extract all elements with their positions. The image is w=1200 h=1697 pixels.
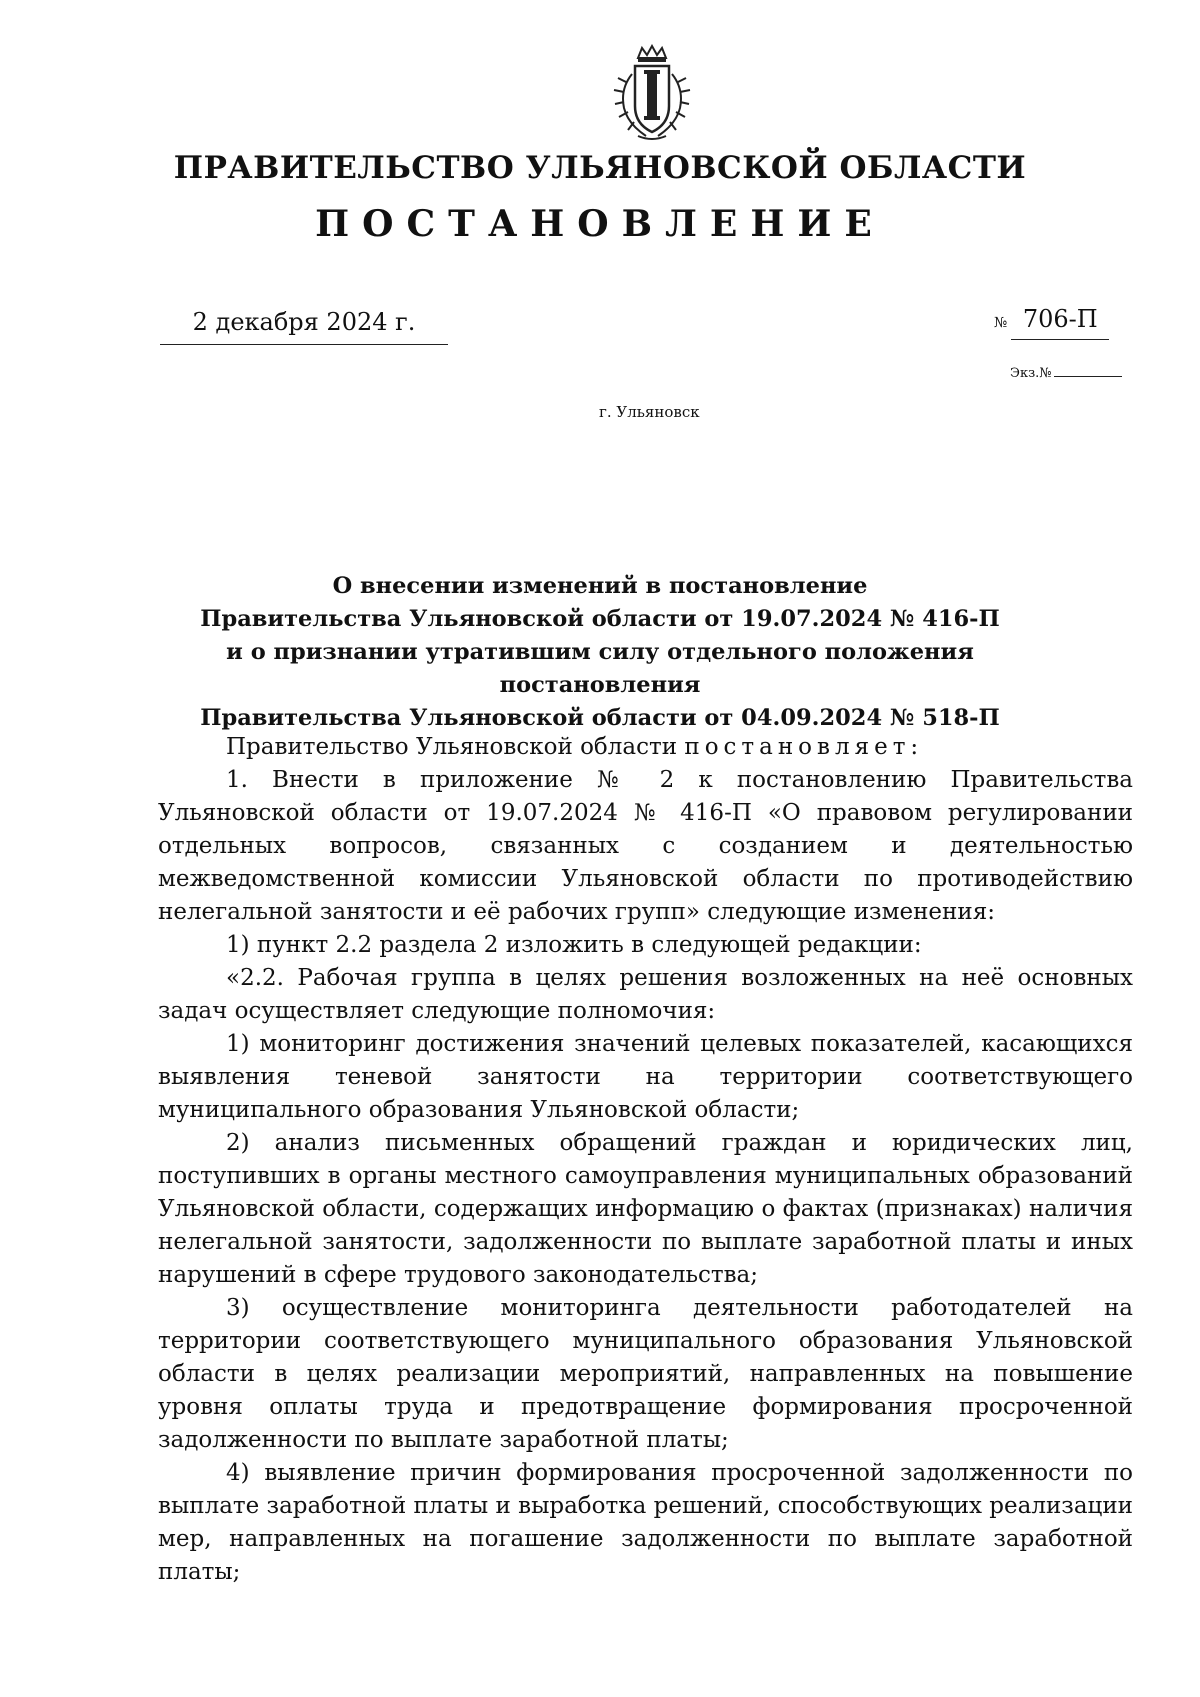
document-subject: О внесении изменений в постановление Правительства Ульяновской области от 19.07.2024 № 416-П и о признании утратившим силу отдельного положения постановления Правительства Ульяновской области от 04.09.2024 № 518-П <box>200 573 1000 731</box>
document-number-block <box>994 305 1109 340</box>
city: г. Ульяновск <box>599 403 700 421</box>
copy-number-label: Экз.№ <box>1010 366 1052 381</box>
document-date: 2 декабря 2024 г. <box>160 308 448 345</box>
paragraph: 1. Внести в приложение № 2 к постановлению Правительства Ульяновской области от 19.07.2024 № 416-П «О правовом регулировании отдельных вопросов, связанных с созданием и деятельностью межведомственной комиссии Ульяновской области по противодействию нелегальной занятости и её рабочих групп» следующие изменения: <box>158 767 1133 925</box>
paragraph: 1) мониторинг достижения значений целевых показателей, касающихся выявления теневой занятости на территории соответствующего муниципального образования Ульяновской области; <box>158 1031 1133 1123</box>
copy-number <box>1010 366 1122 381</box>
paragraph: «2.2. Рабочая группа в целях решения возложенных на неё основных задач осуществляет следующие полномочия: <box>158 965 1133 1024</box>
organization-title: ПРАВИТЕЛЬСТВО УЛЬЯНОВСКОЙ ОБЛАСТИ <box>173 150 1027 186</box>
document-type: ПОСТАНОВЛЕНИЕ <box>315 203 885 245</box>
paragraph: 2) анализ письменных обращений граждан и юридических лиц, поступивших в органы местного самоуправления муниципальных образований Ульяновской области, содержащих информацию о фактах (признаках) наличия нелегальной занятости, задолженности по выплате заработной платы и иных нарушений в сфере трудового законодательства; <box>158 1130 1133 1288</box>
number-sign: № <box>994 315 1008 331</box>
paragraph: 1) пункт 2.2 раздела 2 изложить в следующей редакции: <box>226 932 922 958</box>
preamble-text: Правительство Ульяновской области <box>226 734 685 760</box>
coat-of-arms-icon <box>602 44 702 144</box>
paragraph: 4) выявление причин формирования просроченной задолженности по выплате заработной платы и выработка решений, способствующих реализации мер, направленных на погашение задолженности по выплате заработной платы; <box>158 1460 1133 1585</box>
preamble-verb: постановляет: <box>684 734 924 760</box>
document-body <box>158 731 1133 1589</box>
copy-number-line <box>1054 376 1122 377</box>
paragraph: 3) осуществление мониторинга деятельности работодателей на территории соответствующего муниципального образования Ульяновской области в целях реализации мероприятий, направленных на повышение уровня оплаты труда и предотвращение формирования просроченной задолженности по выплате заработной платы; <box>158 1295 1133 1453</box>
preamble <box>158 731 1133 764</box>
document-number: 706-П <box>1011 305 1109 340</box>
